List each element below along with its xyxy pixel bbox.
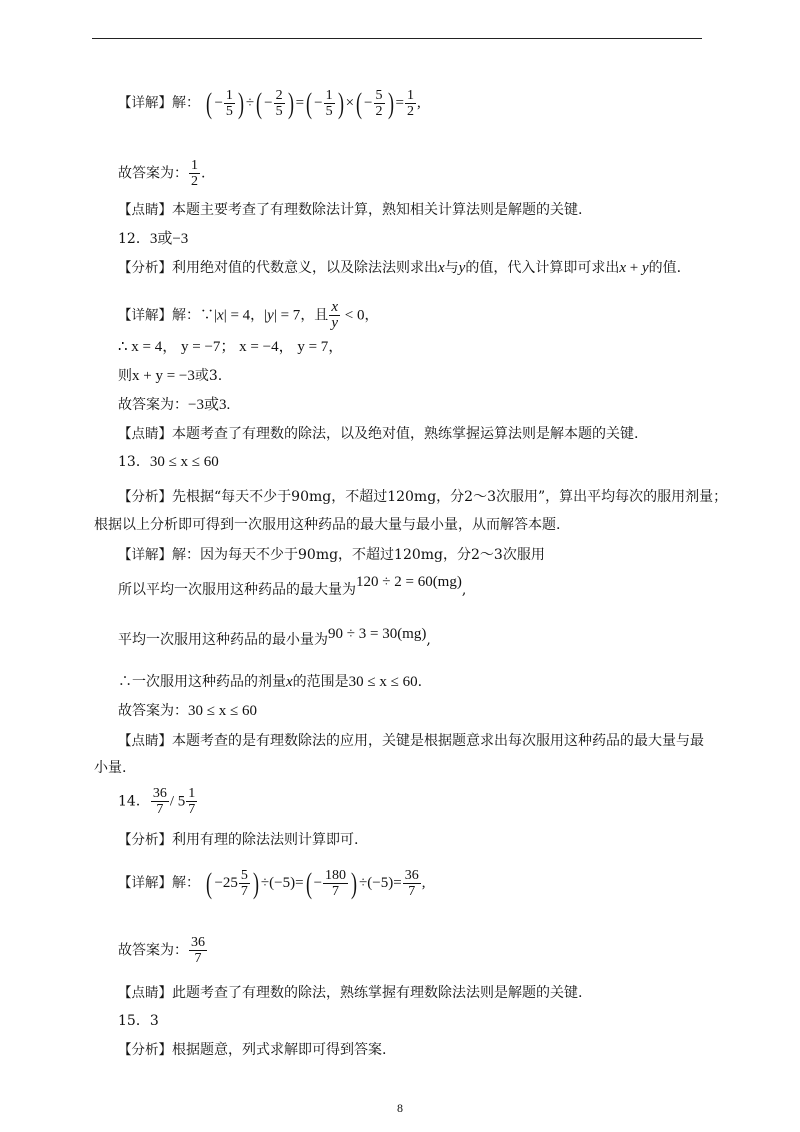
q15-analysis: 【分析】根据题意，列式求解即可得到答案. [118,1042,387,1058]
q11-answer-line: 故答案为： $\frac{1}{2}$ . [118,158,206,189]
q13-detail-2: 所以平均一次服用这种药品的最大量为120 ÷ 2 = 60(mg), [118,574,467,598]
q14-answer: 14． $\frac{36}{7}$ / 5 $\frac{1}{7}$ [118,786,196,817]
q12-line2: ∴ x = 4， y = −7； x = −4， y = 7， [118,339,344,355]
q12-remark: 【点睛】本题考查了有理数的除法，以及绝对值，熟练掌握运算法则是解本题的关键. [118,426,639,442]
answer-fraction: $\frac{1}{2}$ [191,158,198,189]
q11-detail-line: 【详解】解： ( − $\frac{1}{5}$ ) ÷( − $\frac{2}{5}$ ) =( − $\frac{1}{5}$ ) ×( − $\frac{5}{2}$ ) = $\frac{1}{2}$ , [118,86,421,120]
math-expression: ( −25 $\frac{5}{7}$ ) ÷(−5)=( − $\frac{180}{7}$ ) ÷(−5)= $\frac{36}{7}$ , [206,866,426,900]
q14-remark: 【点睛】此题考查了有理数的除法，熟练掌握有理数除法法则是解题的关键. [118,985,583,1001]
q12-line3: 则x + y = −3或3. [118,368,223,384]
math-expression: ( − $\frac{1}{5}$ ) ÷( − $\frac{2}{5}$ ) =( − $\frac{1}{5}$ ) ×( − $\frac{5}{2}$ ) = $\frac{1}{2}$ , [206,86,421,120]
q12-analysis: 【分析】利用绝对值的代数意义，以及除法法则求出x与y的值，代入计算即可求出x + y的值. [118,260,682,276]
q13-answer: 13．30 ≤ x ≤ 60 [118,454,219,470]
q13-detail-4: ∴一次服用这种药品的剂量x的范围是30 ≤ x ≤ 60. [118,674,423,690]
page-number: 8 [397,1101,403,1115]
q15-answer: 15．3 [118,1013,159,1029]
q13-analysis-2: 根据以上分析即可得到一次服用这种药品的最大量与最小量，从而解答本题. [94,517,561,533]
q13-analysis-1: 【分析】先根据“每天不少于90mg，不超过120mg，分2～3次服用”，算出平均每次的服用剂量； [118,489,728,505]
q13-detail-3: 平均一次服用这种药品的最小量为90 ÷ 3 = 30(mg), [118,626,431,648]
q12-detail: 【详解】解：∵|x| = 4，|y| = 7，且 $\frac{x}{y}$ < 0， [118,299,379,331]
q13-detail-1: 【详解】解：因为每天不少于90mg，不超过120mg，分2～3次服用 [118,547,545,563]
q14-answer-line: 故答案为： $\frac{36}{7}$ [118,935,205,966]
q12-answer: 12．3或−3 [118,231,189,247]
q14-analysis: 【分析】利用有理的除法法则计算即可. [118,832,359,848]
q13-remark-1: 【点睛】本题考查的是有理数除法的应用，关键是根据题意求出每次服用这种药品的最大量与最 [118,733,704,749]
q13-remark-2: 小量. [94,760,127,776]
q11-remark-line: 【点睛】本题主要考查了有理数除法计算，熟知相关计算法则是解题的关键. [118,202,583,218]
q12-answer-line: 故答案为：−3或3. [118,397,231,413]
detail-label: 【详解】 [118,94,172,111]
header-rule [92,38,702,39]
q13-answer-line: 故答案为：30 ≤ x ≤ 60 [118,703,257,719]
q14-detail: 【详解】解： ( −25 $\frac{5}{7}$ ) ÷(−5)=( − $\frac{180}{7}$ ) ÷(−5)= $\frac{36}{7}$ , [118,866,426,900]
